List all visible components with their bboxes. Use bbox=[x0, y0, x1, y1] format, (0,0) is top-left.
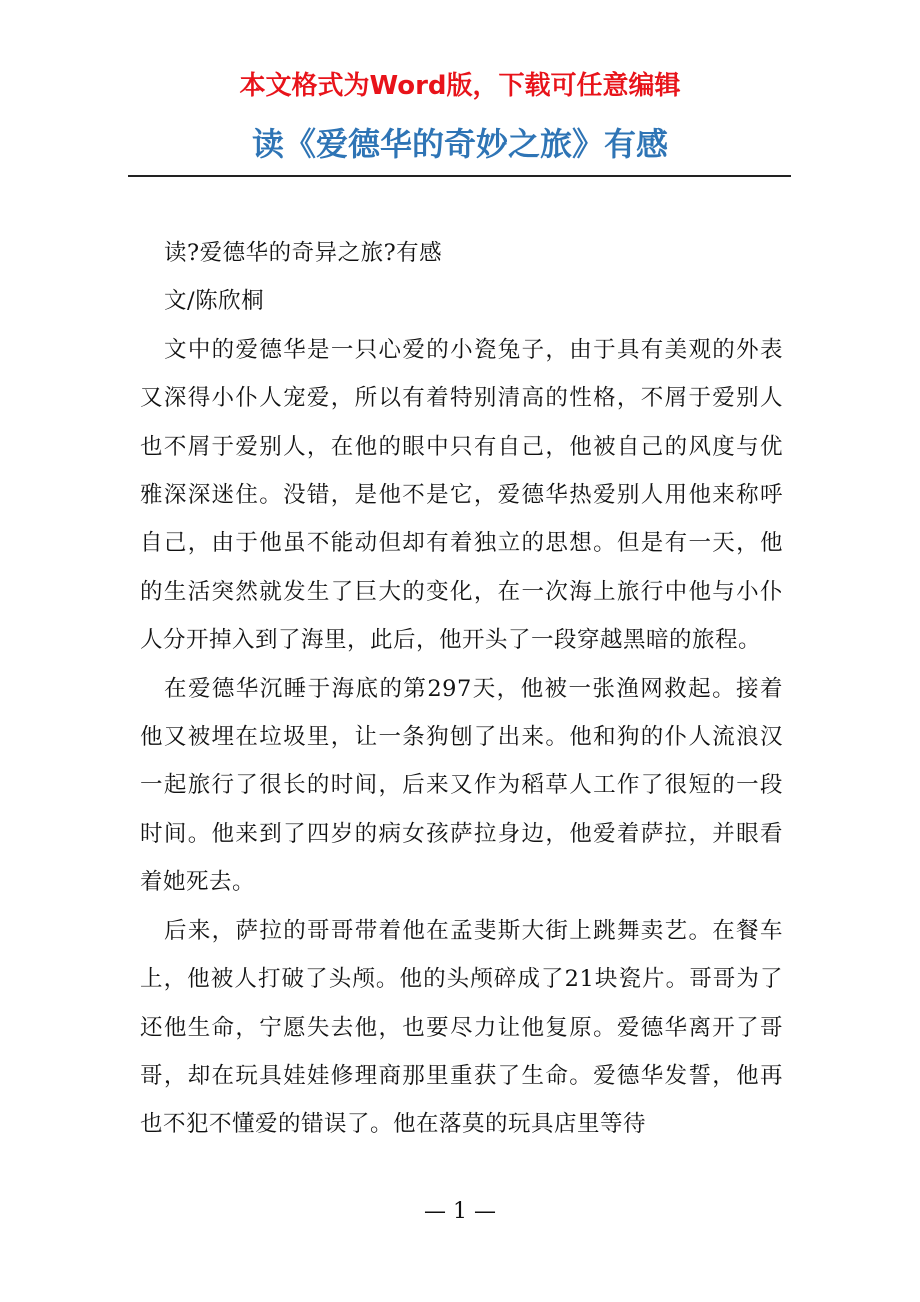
title-divider bbox=[128, 175, 791, 177]
body-paragraph: 后来，萨拉的哥哥带着他在孟斐斯大街上跳舞卖艺。在餐车上，他被人打破了头颅。他的头颅碎成了21块瓷片。哥哥为了还他生命，宁愿失去他，也要尽力让他复原。爱德华离开了哥哥，却在玩具娃娃修理商那里重获了生命。爱德华发誓，他再也不犯不懂爱的错误了。他在落莫的玩具店里等待 bbox=[140, 917, 783, 1138]
page-number: — 1 — bbox=[424, 1199, 496, 1224]
essay-heading: 读?爱德华的奇异之旅?有感 bbox=[164, 240, 443, 266]
document-body bbox=[140, 229, 783, 1149]
format-banner: 本文格式为Word版，下载可任意编辑 bbox=[239, 71, 681, 101]
document-title: 读《爱德华的奇妙之旅》有感 bbox=[251, 125, 668, 163]
body-paragraph: 在爱德华沉睡于海底的第297天，他被一张渔网救起。接着他又被埋在垃圾里，让一条狗刨了出来。他和狗的仆人流浪汉一起旅行了很长的时间，后来又作为稻草人工作了很短的一段时间。他来到了四岁的病女孩萨拉身边，他爱着萨拉，并眼看着她死去。 bbox=[140, 675, 783, 896]
body-paragraph: 文中的爱德华是一只心爱的小瓷兔子，由于具有美观的外表又深得小仆人宠爱，所以有着特别清高的性格，不屑于爱别人也不屑于爱别人，在他的眼中只有自己，他被自己的风度与优雅深深迷住。没错，是他不是它，爱德华热爱别人用他来称呼自己，由于他虽不能动但却有着独立的思想。但是有一天，他的生活突然就发生了巨大的变化，在一次海上旅行中他与小仆人分开掉入到了海里，此后，他开头了一段穿越黑暗的旅程。 bbox=[140, 336, 783, 654]
essay-author: 文/陈欣桐 bbox=[164, 288, 265, 315]
